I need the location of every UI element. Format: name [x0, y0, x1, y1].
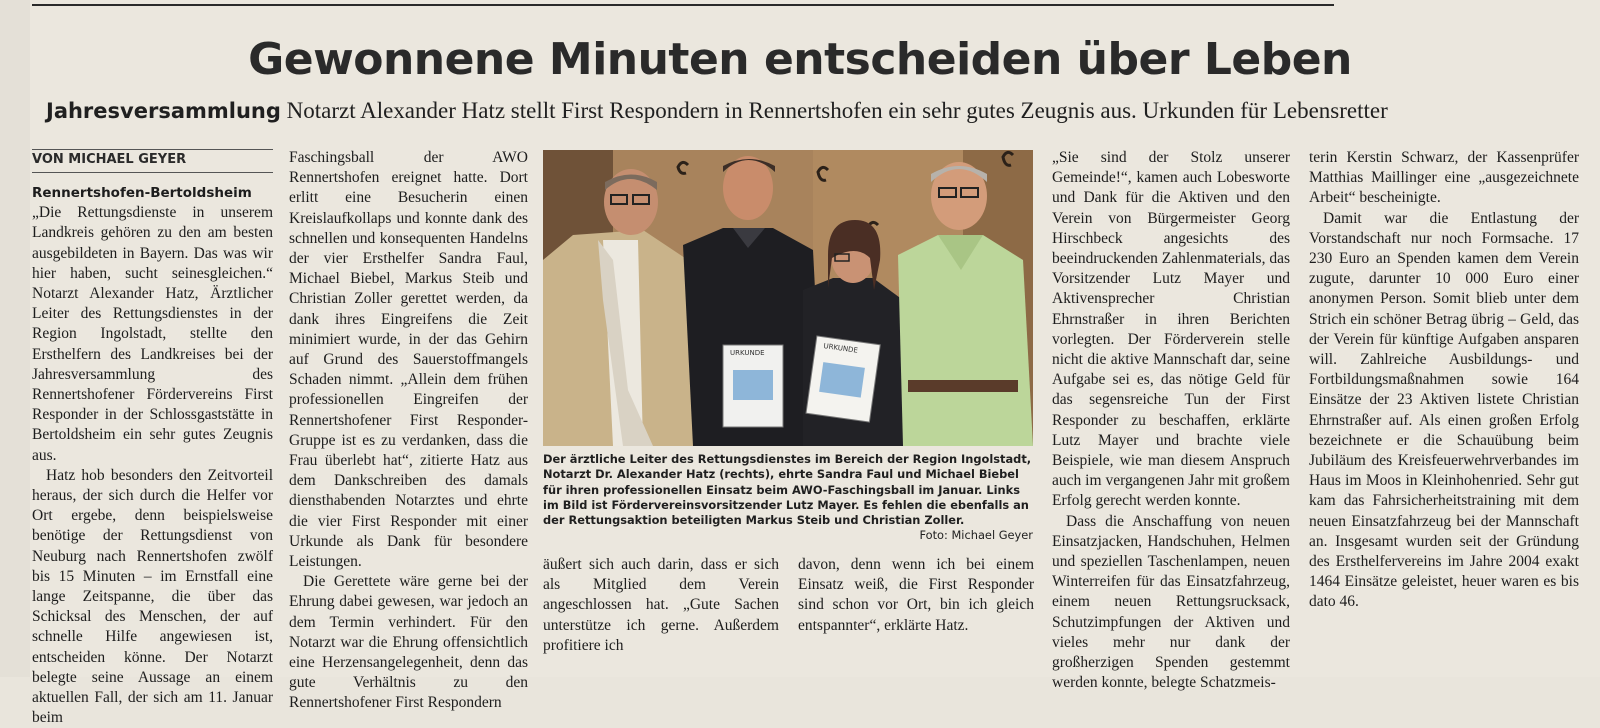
article-photo: [543, 150, 1033, 446]
subhead-text: Notarzt Alexander Hatz stellt First Respondern in Rennertshofen ein sehr gutes Zeugnis aus. Urkunden für Lebensretter: [286, 98, 1388, 123]
author-byline: VON MICHAEL GEYER: [32, 152, 187, 167]
headline: Gewonnene Minuten entscheiden über Leben: [248, 34, 1352, 85]
article-column-4: [798, 555, 1034, 641]
photo-credit: Foto: Michael Geyer: [919, 528, 1033, 543]
paragraph-text: „Die Rettungsdienste in unserem Landkreis gehören zu den am besten ausgebildeten in Bayern. Das was wir hier haben, sucht seinesgleichen.“ Notarzt Alexander Hatz, Ärztlicher Leiter des Rettungsdienstes in der Region Ingolstadt, stellte den Ersthelfern des Landkreises bei der Jahresversammlung des Rennertshofener Fördervereins First Responder in der Schlossgaststätte in Bertoldsheim ein sehr gutes Zeugnis aus.: [32, 204, 273, 464]
article-column-2: [289, 148, 528, 712]
author-rule-top: [32, 149, 273, 150]
caption-text: Der ärztliche Leiter des Rettungsdienstes im Bereich der Region Ingolstadt, Notarzt Dr. Alexander Hatz (rechts), ehrte Sandra Faul und Michael Biebel für ihren professionellen Einsatz beim AWO-Faschingsball im Januar. Links im Bild ist Fördervereinsvorsitzender Lutz Mayer. Es fehlen die ebenfalls an der Rettungsaktion beteiligten Markus Steib und Christian Zoller.: [543, 452, 1032, 528]
paragraph: Hatz hob besonders den Zeitvorteil heraus, der sich durch die Helfer vor Ort ergebe, denn beispielsweise benötige der Rettungsdienst von Neuburg nach Rennertshofen zwölf bis 15 Minuten – im Ernstfall eine lange Zeitspanne, die über das Schicksal des Menschen, der auf schnelle Hilfe angewiesen ist, entscheiden könne. Der Notarzt belegte seine Aussage an einem aktuellen Fall, der sich am 11. Januar beim: [32, 466, 273, 727]
paragraph: äußert sich auch darin, dass er sich als Mitglied dem Verein angeschlossen hat. „Gute Sachen unterstütze ich gerne. Außerdem profitiere ich: [543, 556, 779, 654]
paragraph: Dass die Anschaffung von neuen Einsatzjacken, Handschuhen, Helmen und speziellen Taschenlampen, neuen Winterreifen für das Einsatzfahrzeug, einem neuen Rettungsrucksack, Schutzimpfungen der Aktiven und vieles mehr nur dank der großherzigen Spenden gestemmt werden konnte, belegte Schatzmeis-: [1052, 512, 1290, 692]
article-column-3: [543, 555, 779, 654]
article-column-5: [1052, 148, 1290, 692]
subheadline: [46, 98, 1586, 124]
paragraph: terin Kerstin Schwarz, der Kassenprüfer Matthias Maillinger eine „ausgezeichnete Arbeit“ bescheinigte.: [1309, 149, 1579, 207]
paragraph: „Sie sind der Stolz unserer Gemeinde!“, kamen auch Lobesworte und Dank für die Aktiven und den Verein von Bürgermeister Georg Hirschbeck angesichts des beeindruckenden Zahlenmaterials, das Vorsitzender Lutz Mayer und Aktivensprecher Christian Ehrnstraßer in ihren Berichten vorlegten. Der Förderverein stelle nicht die aktive Mannschaft dar, seine Aufgabe sei es, das nötige Geld für das segensreiche Tun der First Responder zu beschaffen, erklärte Lutz Mayer und brachte viele Beispiele, wie man diesem Anspruch auch im vergangenen Jahr mit großem Erfolg gerecht werden konnte.: [1052, 149, 1290, 510]
dateline: Rennertshofen-Bertoldsheim: [32, 185, 252, 201]
certificate-label-2: URKUNDE: [822, 342, 859, 355]
article-column-6: [1309, 148, 1579, 642]
paragraph: Damit war die Entlastung der Vorstandschaft nur noch Formsache. 17 230 Euro an Spenden kamen dem Verein zugute, darunter 10 000 Euro einer anonymen Person. Somit blieb unter dem Strich ein schöner Betrag übrig – Geld, das der Verein für künftige Aufgaben ansparen will. Zahlreiche Ausbildungs- und Fortbildungsmaßnahmen sowie 164 Einsätze der 23 Aktiven listete Christian Ehrnstraßer auf. Als einen großen Erfolg bezeichnete er die Schauübung beim Jubiläum des Kreisfeuerwehrverbandes im Haus im Moos in Kleinhohenried. Sehr gut kam das Fahrsicherheitstraining mit dem neuen Einsatzfahrzeug bei der Mannschaft an. Insgesamt wurden seit der Gründung des Ersthelfervereins im Jahre 2004 exakt 1464 Einsätze geleistet, heuer waren es bis dato 46.: [1309, 209, 1579, 611]
paragraph: davon, denn wenn ich bei einem Einsatz weiß, die First Responder sind schon vor Ort, bin ich gleich entspannter“, erklärte Hatz.: [798, 556, 1034, 634]
author-rule-bottom: [32, 172, 273, 173]
top-rule: [32, 4, 1334, 6]
paragraph: Faschingsball der AWO Rennertshofen ereignet hatte. Dort erlitt eine Besucherin einen Kreislaufkollaps und konnte dank des schnellen und konsequenten Handelns der vier Ersthelfer Sandra Faul, Michael Biebel, Markus Steib und Christian Zoller gerettet werden, da dank ihres Eingreifens die Zeit minimiert wurde, in der das Gehirn auf Grund des Sauerstoffmangels Schaden nimmt. „Allein dem frühen professionellen Eingreifen der Rennertshofener First Responder-Gruppe ist es zu verdanken, dass die Frau überlebt hat“, zitierte Hatz aus dem Dankschreiben des damals diensthabenden Notarztes und ehrte die vier First Responder mit einer Urkunde als Dank für besondere Leistungen.: [289, 149, 528, 571]
subhead-kicker: Jahresversammlung: [46, 99, 281, 123]
certificate-label-1: URKUNDE: [730, 349, 765, 357]
article-column-1: [32, 183, 273, 727]
adjacent-page-margin: [0, 0, 30, 677]
paragraph: Die Gerettete wäre gerne bei der Ehrung dabei gewesen, war jedoch an dem Termin verhindert. Für den Notarzt war die Ehrung offensichtlich eine Herzensangelegenheit, denn das gute Verhältnis zu den Rennertshofener First Respondern: [289, 573, 528, 712]
photo-caption: [543, 452, 1033, 544]
paragraph: [32, 183, 273, 466]
